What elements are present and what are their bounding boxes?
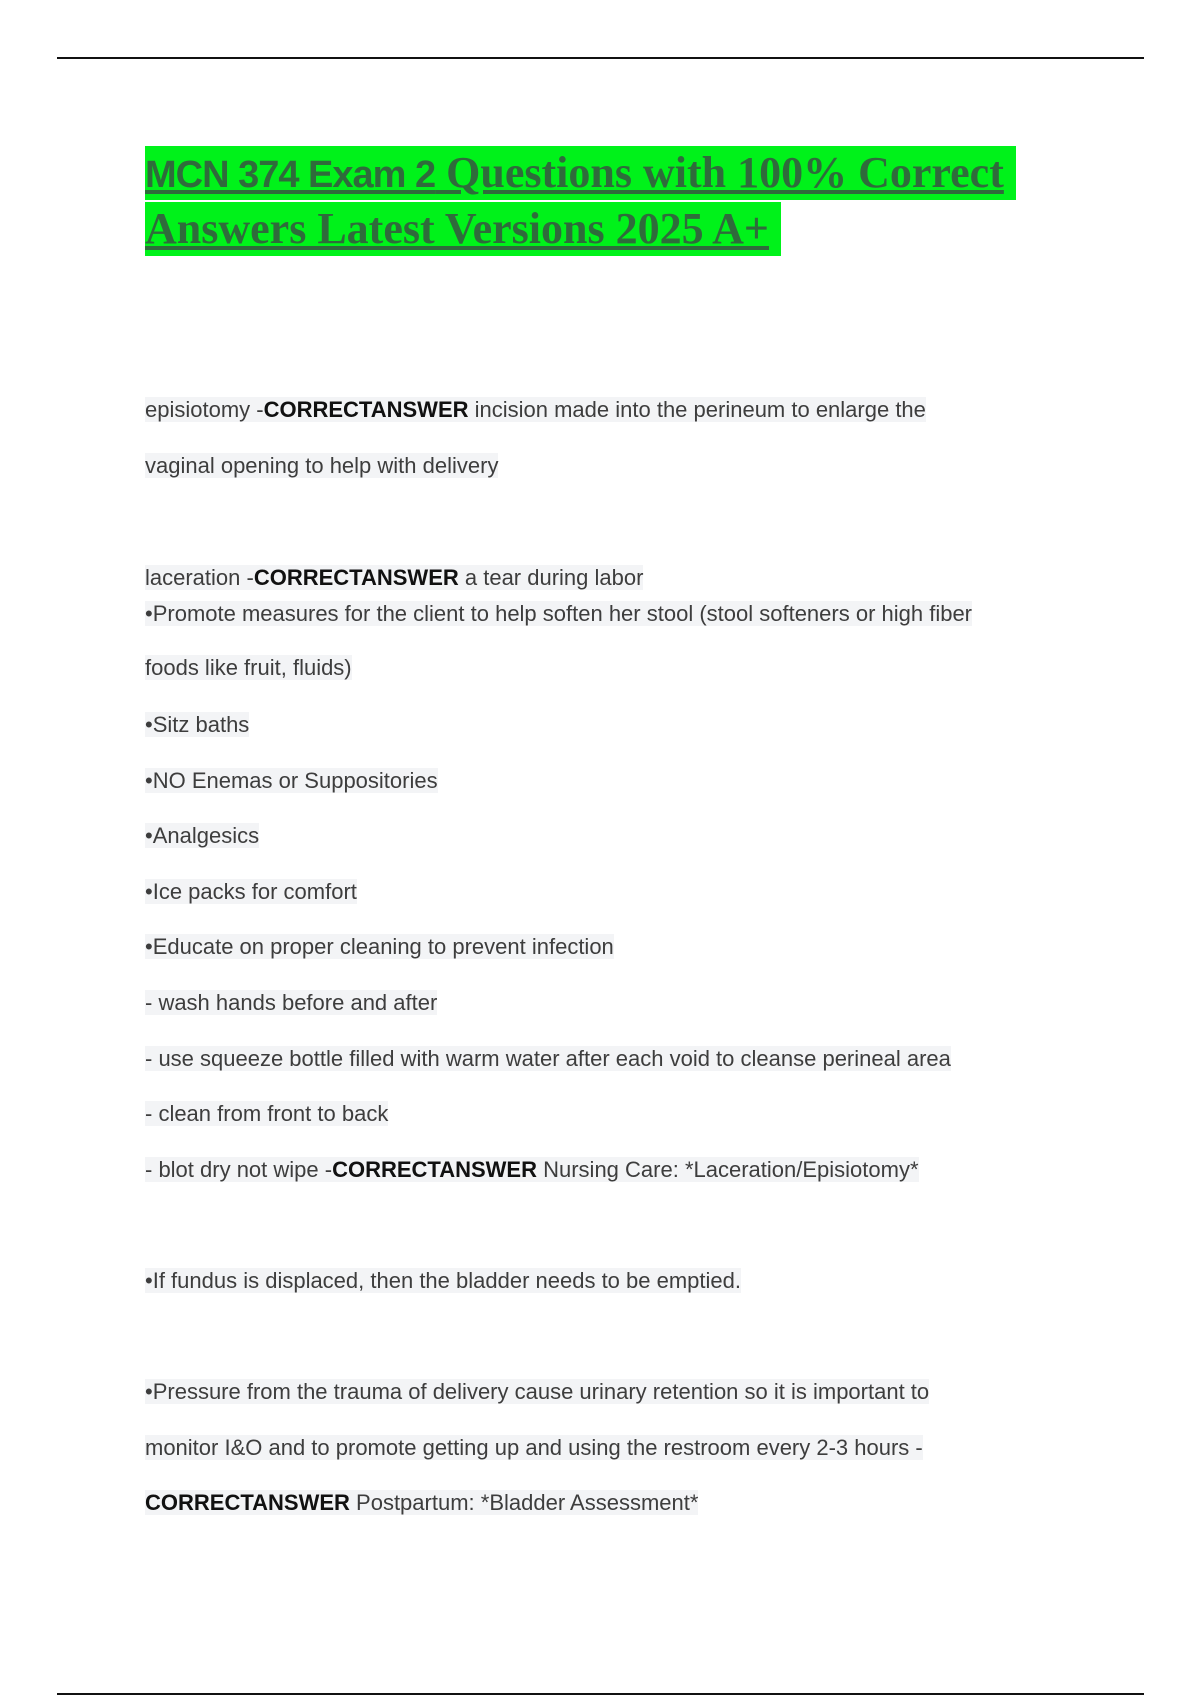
pressure-line-1: •Pressure from the trauma of delivery cause urinary retention so it is important to xyxy=(145,1379,930,1404)
list-item: •Ice packs for comfort xyxy=(145,879,357,904)
bottom-rule xyxy=(57,1693,1144,1695)
top-rule xyxy=(57,57,1144,59)
list-item: foods like fruit, fluids) xyxy=(145,655,352,680)
list-item: •Promote measures for the client to help soften her stool (stool softeners or high fiber xyxy=(145,601,973,626)
bladder-answer-line: CORRECTANSWER Postpartum: *Bladder Assessment* xyxy=(145,1490,699,1515)
fundus-line: •If fundus is displaced, then the bladder needs to be emptied. xyxy=(145,1268,741,1293)
list-item: •Sitz baths xyxy=(145,712,250,737)
pressure-line-2: monitor I&O and to promote getting up and using the restroom every 2-3 hours - xyxy=(145,1435,923,1460)
title-line-2: Answers Latest Versions 2025 A+ xyxy=(145,202,781,256)
nursing-answer-line: - blot dry not wipe -CORRECTANSWER Nursing Care: *Laceration/Episiotomy* xyxy=(145,1157,919,1182)
episiotomy-line-1: episiotomy -CORRECTANSWER incision made into the perineum to enlarge the xyxy=(145,397,926,422)
list-item: •NO Enemas or Suppositories xyxy=(145,768,438,793)
title-line-1: MCN 374 Exam 2 Questions with 100% Correct xyxy=(145,146,1016,200)
list-item: - clean from front to back xyxy=(145,1101,389,1126)
list-item: •Educate on proper cleaning to prevent infection xyxy=(145,934,614,959)
list-item: •Analgesics xyxy=(145,823,260,848)
list-item: - use squeeze bottle filled with warm water after each void to cleanse perineal area xyxy=(145,1046,951,1071)
list-item: - wash hands before and after xyxy=(145,990,438,1015)
document-title xyxy=(145,146,1085,258)
episiotomy-line-2: vaginal opening to help with delivery xyxy=(145,453,499,478)
laceration-line: laceration -CORRECTANSWER a tear during labor xyxy=(145,565,644,590)
